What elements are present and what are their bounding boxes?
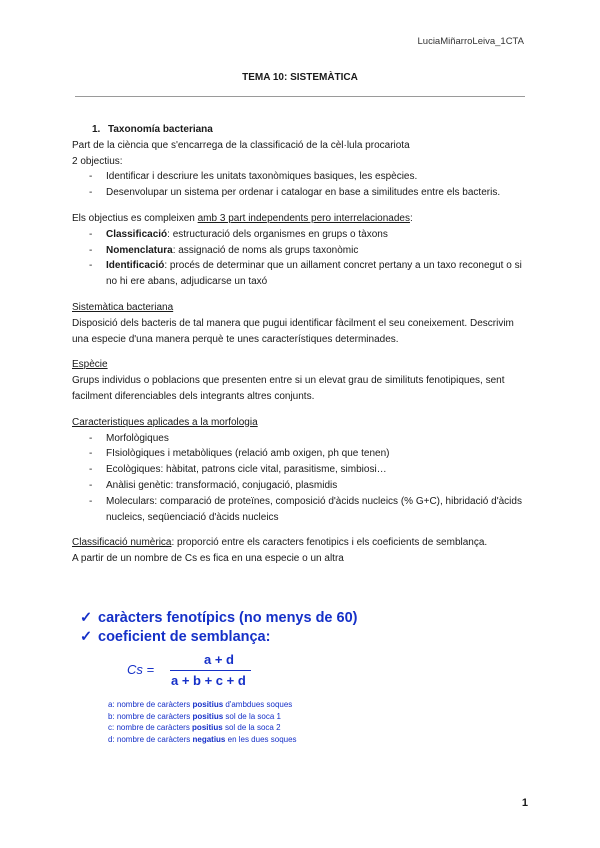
list-term: Classificació — [106, 228, 168, 240]
intro-text: Els objectius es compleixen — [72, 212, 198, 224]
legend-bold: positius — [192, 711, 224, 721]
list-text: : procés de determinar que un aillament concret pertany a un taxo reconegut o si no hi ere abans, adjudicarse un taxó — [106, 260, 522, 288]
list-term: Nomenclatura — [106, 244, 173, 256]
fraction-bar — [170, 670, 251, 671]
legend-text: d: nombre de caràcters — [108, 734, 193, 744]
paragraph-text: : proporció entre els caracters fenotipics i els coeficients de semblança. — [171, 537, 488, 549]
paragraph: Disposició dels bacteris de tal manera que pugui identificar fàcilment el seu coneixement. Descrivim una especie d'una manera perquè te unes característiques determinades. — [72, 317, 514, 345]
paragraph: Grups individus o poblacions que presenten entre si un elevat grau de similituts fenotipiques, sent facilment diferenciables dels integrants altres conjunts. — [72, 375, 505, 402]
legend-text: c: nombre de caràcters — [108, 723, 193, 732]
section-heading-classificacio: Classificació numèrica — [72, 537, 172, 549]
list-item — [72, 227, 532, 243]
figure-item — [80, 628, 410, 647]
intro-underlined: amb 3 part independents pero interrelacionades — [197, 212, 410, 224]
section-heading-taxonomia — [92, 122, 532, 138]
list-item: - Moleculars: comparació de proteïnes, composició d'àcids nucleics (% G+C), hibridació d'àcids nucleics, seqüenciació d'àcids nucleics — [72, 494, 532, 526]
paragraph-line: A partir de un nombre de Cs es fica en una especie o un altra — [72, 553, 344, 565]
legend-text: sol de la soca 2 — [222, 723, 281, 732]
title-divider — [75, 96, 525, 97]
paragraph-line: 2 objectius: — [72, 155, 123, 167]
legend-text: b: nombre de caràcters — [108, 711, 193, 721]
intro-colon: : — [410, 212, 413, 224]
legend-text: a: nombre de caràcters — [108, 700, 193, 709]
document-body — [72, 122, 532, 567]
figure-item-text: coeficient de semblança: — [98, 629, 271, 645]
formula-denominator: a + b + c + d — [171, 673, 246, 688]
page-number: 1 — [521, 797, 528, 809]
list-item: - Morfològiques — [72, 431, 532, 447]
legend-line — [108, 722, 410, 734]
list-term: Identificació — [106, 260, 165, 272]
list-item — [72, 243, 532, 259]
cs-formula — [80, 653, 410, 687]
similarity-coefficient-figure — [80, 609, 410, 745]
formula-lhs: Cs = — [127, 662, 155, 677]
legend-bold: positius — [192, 723, 223, 732]
legend-line — [108, 734, 410, 746]
section-heading-especie: Espècie — [72, 359, 108, 371]
section-heading-caracteristiques: Caracteristiques aplicades a la morfologia — [72, 416, 258, 428]
section-heading-sistematica: Sistemàtica bacteriana — [72, 301, 174, 313]
paragraph-line: Part de la ciència que s'encarrega de la classificació de la cèl·lula procariota — [72, 139, 410, 151]
list-text: : estructuració dels organismes en grups o tàxons — [167, 228, 388, 240]
formula-numerator: a + d — [204, 652, 234, 667]
figure-item-text: caràcters fenotípics (no menys de 60) — [98, 610, 358, 626]
section-heading-text: Taxonomía bacteriana — [108, 124, 213, 135]
list-text: : assignació de noms als grups taxonòmic — [172, 244, 359, 256]
list-item: - Identificar i descriure les unitats taxonòmiques basiques, les espècies. — [72, 169, 532, 185]
formula-legend — [108, 699, 410, 745]
legend-text: d'ambdues soques — [223, 700, 293, 709]
check-icon: ✓ — [80, 610, 93, 626]
legend-text: en les dues soques — [225, 734, 297, 744]
list-item: - Anàlisi genètic: transformació, conjugació, plasmidis — [72, 478, 532, 494]
list-item: - Ecològiques: hàbitat, patrons cicle vital, parasitisme, simbiosi… — [72, 462, 532, 478]
legend-line — [108, 699, 410, 711]
figure-item — [80, 609, 410, 628]
legend-line — [108, 711, 410, 723]
legend-text: sol de la soca 1 — [223, 711, 281, 721]
section-number: 1. — [92, 124, 101, 135]
list-item: - Desenvolupar un sistema per ordenar i catalogar en base a similitudes entre els bacteris. — [72, 185, 532, 201]
check-icon: ✓ — [80, 629, 93, 645]
page-title: TEMA 10: SISTEMÀTICA — [242, 72, 358, 83]
header-author: LuciaMiñarroLeiva_1CTA — [417, 36, 524, 47]
legend-bold: negatius — [192, 734, 226, 744]
list-item: - FIsiològiques i metabòliques (relació amb oxigen, ph que tenen) — [72, 446, 532, 462]
list-item — [72, 258, 532, 290]
paragraph-line — [72, 535, 532, 551]
legend-bold: positius — [192, 700, 224, 709]
paragraph-line — [72, 211, 532, 227]
